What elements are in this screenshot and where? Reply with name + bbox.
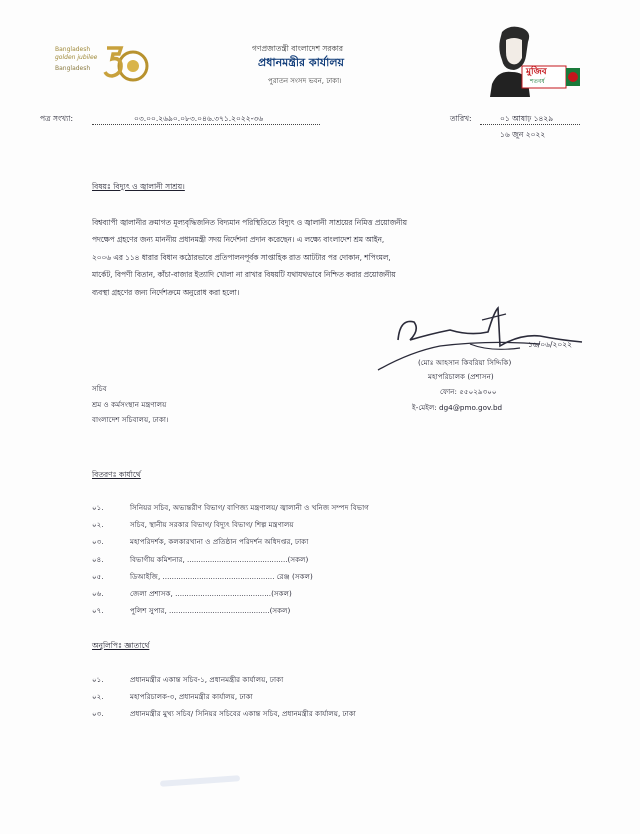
list-item	[92, 520, 294, 530]
item-text: জেলা প্রশাসক, ..........................................(সকল)	[130, 589, 292, 598]
logo-text-2: golden jubilee	[55, 54, 98, 61]
signatory-designation: মহাপরিচালক (প্রশাসন)	[428, 372, 494, 381]
fifty-emblem-icon	[103, 42, 151, 84]
date-en: ১৬ জুন ২০২২	[500, 130, 546, 139]
list-item	[92, 589, 292, 599]
recipient-ministry: শ্রম ও কর্মসংস্থান মন্ত্রণালয়	[92, 400, 167, 409]
item-text: মহাপরিদর্শক, কলকারখানা ও প্রতিষ্ঠান পরিদর্শন অধিদপ্তর, ঢাকা	[130, 537, 309, 546]
logo-number	[117, 52, 126, 59]
item-number: ০৬.	[92, 589, 104, 598]
list-item	[92, 572, 313, 582]
memo-number-field	[92, 114, 320, 125]
signatory-name: (মোঃ আহসান কিবরিয়া সিদ্দিকি)	[418, 358, 512, 367]
item-text: প্রধানমন্ত্রীর মুখ্য সচিব/ সিনিয়র সচিবের একান্ত সচিব, প্রধানমন্ত্রীর কার্যালয়, ঢাকা	[130, 709, 356, 718]
list-item	[92, 692, 253, 702]
copies-heading: অনুলিপিঃ জ্ঞাতার্থে	[92, 641, 150, 650]
list-item	[92, 537, 308, 547]
item-number: ০৫.	[92, 572, 104, 581]
body-line: ২০০৬ এর ১১৪ ধারার বিধান কঠোরভাবে প্রতিপালনপূর্বক সাপ্তাহিক রাত আটটার পর দোকান, শপিংমল,	[92, 252, 391, 262]
badge-text-2: শতবর্ষ	[530, 78, 545, 85]
signatory-email[interactable]: ই-মেইল: dg4@pmo.gov.bd	[412, 403, 503, 412]
item-number: ০৪.	[92, 555, 104, 564]
item-text: পুলিশ সুপার, ............................................(সকল)	[130, 606, 291, 615]
logo-text-1: Bangladesh	[55, 46, 91, 53]
item-text: মহাপরিচালক-৩, প্রধানমন্ত্রীর কার্যালয়, ঢাকা	[130, 692, 253, 701]
item-number: ০১.	[92, 503, 104, 512]
item-number: ০৭.	[92, 606, 104, 615]
signatory-phone: ফোন: ৫৫০২৯৩০০	[440, 387, 497, 396]
distribution-heading: বিতরণঃ কার্যার্থে	[92, 470, 141, 479]
government-line: গণপ্রজাতন্ত্রী বাংলাদেশ সরকার	[252, 44, 344, 53]
item-number: ০১.	[92, 675, 104, 684]
list-item	[92, 503, 369, 513]
item-text: ডিআইজি, ................................................. রেঞ্জ (সকল)	[130, 572, 313, 581]
signature-date: ১৬/০৬/২০২২	[528, 340, 573, 349]
golden-jubilee-logo	[55, 38, 150, 88]
subject-line: বিষয়ঃ বিদ্যুৎ ও জ্বালানী সাশ্রয়।	[92, 182, 185, 191]
body-line: ব্যবস্থা গ্রহণের জন্য নির্দেশক্রমে অনুরোধ করা হলো।	[92, 287, 240, 297]
recipient-address: বাংলাদেশ সচিবালয়, ঢাকা।	[92, 415, 169, 424]
item-text: বিভাগীয় কমিশনার, ............................................(সকল)	[130, 555, 309, 564]
item-number: ০২.	[92, 692, 104, 701]
badge-text-1: মুজিব	[526, 67, 547, 77]
body-line: পদক্ষেপ গ্রহণের জন্য মাননীয় প্রধানমন্ত্রী সদয় নির্দেশনা প্রদান করেছেন। এ লক্ষ্যে বাংলাদেশ শ্রম আইন,	[92, 235, 385, 245]
date-label: তারিখ:	[450, 114, 472, 123]
body-line: মার্কেট, বিপণী বিতান, কাঁচা-বাজার ইত্যাদি খোলা না রাখার বিষয়টি যথাযথভাবে নিশ্চিত করার প্রয়োজনীয়	[92, 270, 396, 280]
logo-text-3: Bangladesh	[55, 65, 91, 72]
date-bn-field	[480, 114, 580, 125]
office-address: পুরাতন সংসদ ভবন, ঢাকা।	[268, 77, 342, 85]
item-text: সচিব, স্থানীয় সরকার বিভাগ/ বিদ্যুৎ বিভাগ/ শিল্প মন্ত্রণালয়	[130, 520, 294, 529]
list-item	[92, 606, 290, 616]
body-paragraph	[92, 214, 592, 301]
item-number: ০৩.	[92, 537, 104, 546]
memo-number: ০৩.০০.২৬৯০.০৮৩.০৪৬.৩৭১.২০২২-৩৬	[134, 114, 264, 123]
item-text: সিনিয়র সচিব, অভ্যন্তরীণ বিভাগ/ বাণিজ্য মন্ত্রণালয়/ জ্বালানী ও খনিজ সম্পদ বিভাগ	[130, 503, 369, 512]
list-item	[92, 709, 356, 719]
item-number: ০৩.	[92, 709, 104, 718]
scan-smudge	[160, 775, 240, 787]
memo-label: পত্র সংখ্যা:	[40, 114, 73, 123]
item-text: প্রধানমন্ত্রীর একান্ত সচিব-১, প্রধানমন্ত্রীর কার্যালয়, ঢাকা	[130, 675, 284, 684]
date-bn: ০১ আষাঢ় ১৪২৯	[500, 114, 554, 123]
body-line: বিশ্বব্যাপী জ্বালানীর ক্রমাগত মূল্যবৃদ্ধিজনিত বিদ্যমান পরিস্থিতিতে বিদ্যুৎ ও জ্বালানী সাশ্রয়ের নিমিত্ত প্রয়োজনীয়	[92, 218, 407, 227]
item-number: ০২.	[92, 520, 104, 529]
portrait-logo	[488, 22, 588, 97]
office-title: প্রধানমন্ত্রীর কার্যালয়	[258, 56, 344, 69]
list-item	[92, 555, 308, 565]
list-item	[92, 675, 283, 685]
recipient-title: সচিব	[92, 384, 107, 393]
